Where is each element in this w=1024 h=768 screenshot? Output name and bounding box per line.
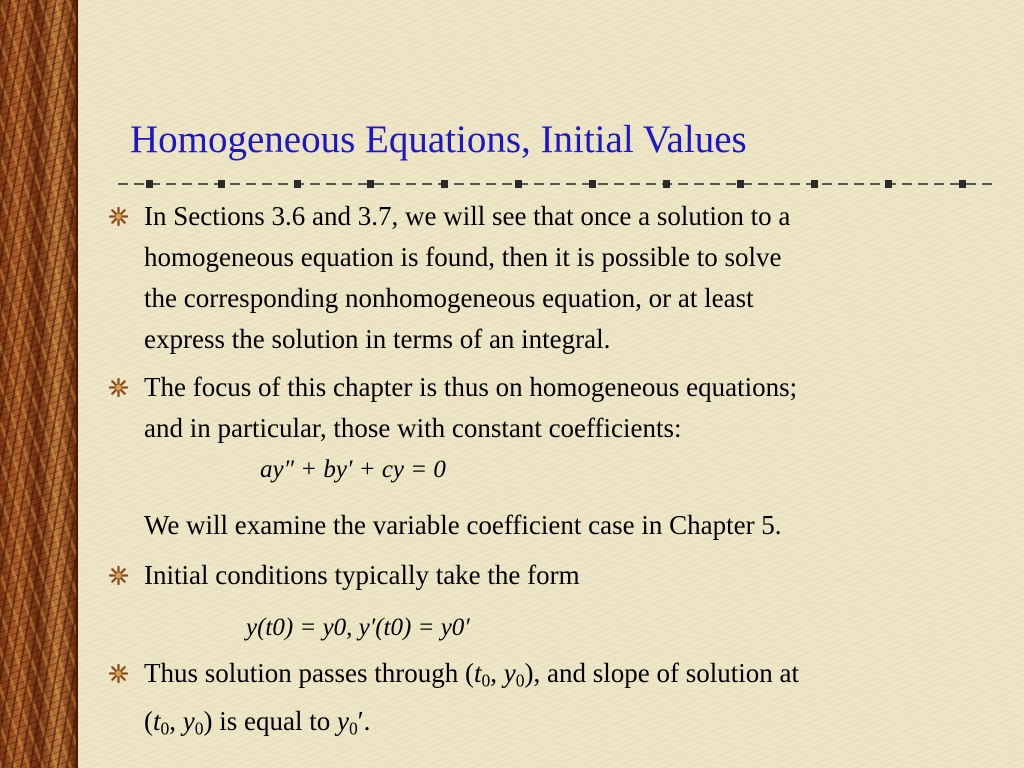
bullet-1-line-4: express the solution in terms of an integral. [144,324,611,354]
text-run: ′. [357,706,371,737]
constant-coefficient-equation: ay″ + by′ + cy = 0 [260,456,446,483]
subscript: 0 [160,718,170,739]
dashed-divider [118,177,994,191]
bullet-2-text [144,367,994,449]
text-run: ) is equal to [203,706,338,737]
text-run: ( [144,706,153,737]
variable-coefficient-note [144,505,994,546]
slide-title: Homogeneous Equations, Initial Values [130,118,747,161]
math-var-y: y [182,706,195,737]
subscript: 0 [515,670,525,691]
note-line: We will examine the variable coefficient case in Chapter 5. [144,510,782,540]
math-var-t: t [474,658,482,688]
text-run: ), and slope of solution at [524,658,799,688]
math-var-t: t [153,706,161,737]
starburst-bullet-icon [109,664,128,683]
text-run: , [169,706,183,737]
bullet-1-line-2: homogeneous equation is found, then it is possible to solve [144,242,782,272]
text-run: , [490,658,504,688]
initial-conditions-equation: y(t0) = y0, y′(t0) = y0′ [246,614,470,641]
bullet-1-text [144,196,994,360]
bullet-4-line-2 [144,701,994,749]
bullet-3-line-1: Initial conditions typically take the form [144,560,580,590]
bullet-2-line-2: and in particular, those with constant coefficients: [144,413,682,443]
math-var-y: y [337,706,349,737]
bullet-1-line-3: the corresponding nonhomogeneous equation, or at least [144,283,754,313]
starburst-bullet-icon [109,566,128,585]
bullet-1-line-1: In Sections 3.6 and 3.7, we will see that once a solution to a [144,201,791,231]
bullet-3-text [144,555,994,596]
bullet-4-line-1 [144,653,994,701]
subscript: 0 [349,718,358,739]
subscript: 0 [194,718,204,739]
starburst-bullet-icon [109,207,128,226]
math-var-y: y [503,658,516,688]
marble-side-border [0,0,78,768]
bullet-2-line-1: The focus of this chapter is thus on homogeneous equations; [144,372,798,402]
starburst-bullet-icon [109,378,128,397]
text-run: Thus solution passes through ( [144,658,474,688]
subscript: 0 [481,670,491,691]
bullet-4-text [144,653,994,750]
